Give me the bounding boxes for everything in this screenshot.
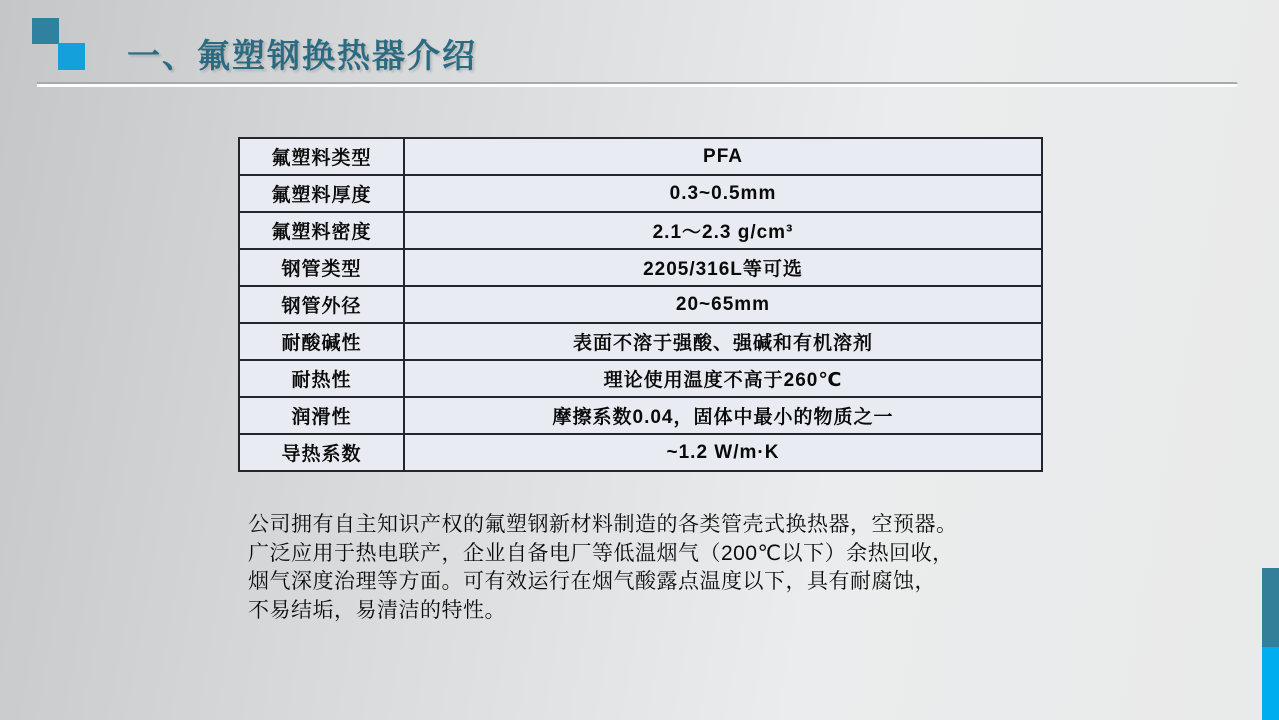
paragraph-line: 不易结垢，易清洁的特性。 — [248, 598, 506, 622]
decor-edge-bar-teal — [1262, 568, 1279, 647]
table-row — [239, 434, 1042, 471]
row-label: 耐酸碱性 — [239, 323, 404, 360]
title-underline — [37, 82, 1238, 87]
row-label: 导热系数 — [239, 434, 404, 471]
table-row — [239, 138, 1042, 175]
row-value: 2205/316L等可选 — [404, 249, 1042, 286]
paragraph-line: 广泛应用于热电联产，企业自备电厂等低温烟气（200℃以下）余热回收， — [248, 541, 954, 565]
table-row — [239, 286, 1042, 323]
decor-edge-bar-blue — [1262, 647, 1279, 720]
table-row — [239, 397, 1042, 434]
row-value: 表面不溶于强酸、强碱和有机溶剂 — [404, 323, 1042, 360]
paragraph-line: 烟气深度治理等方面。可有效运行在烟气酸露点温度以下，具有耐腐蚀， — [248, 570, 936, 594]
page-title: 一、氟塑钢换热器介绍 — [127, 37, 477, 74]
decor-square-blue-icon — [58, 43, 85, 70]
description-paragraph — [248, 511, 1048, 625]
row-label: 氟塑料类型 — [239, 138, 404, 175]
row-value: PFA — [404, 138, 1042, 175]
table-row — [239, 212, 1042, 249]
row-label: 氟塑料厚度 — [239, 175, 404, 212]
table-row — [239, 249, 1042, 286]
table-row — [239, 323, 1042, 360]
row-label: 钢管外径 — [239, 286, 404, 323]
row-value: 理论使用温度不高于260℃ — [404, 360, 1042, 397]
table-row — [239, 175, 1042, 212]
table-row — [239, 360, 1042, 397]
row-value: ~1.2 W/m·K — [404, 434, 1042, 471]
row-value: 摩擦系数0.04，固体中最小的物质之一 — [404, 397, 1042, 434]
row-label: 氟塑料密度 — [239, 212, 404, 249]
row-value: 2.1～2.3 g/cm³ — [404, 212, 1042, 249]
decor-square-teal-icon — [32, 18, 59, 44]
spec-table — [238, 137, 1043, 472]
row-label: 润滑性 — [239, 397, 404, 434]
row-value: 0.3~0.5mm — [404, 175, 1042, 212]
paragraph-line: 公司拥有自主知识产权的氟塑钢新材料制造的各类管壳式换热器，空预器。 — [248, 513, 958, 536]
row-label: 钢管类型 — [239, 249, 404, 286]
row-value: 20~65mm — [404, 286, 1042, 323]
row-label: 耐热性 — [239, 360, 404, 397]
